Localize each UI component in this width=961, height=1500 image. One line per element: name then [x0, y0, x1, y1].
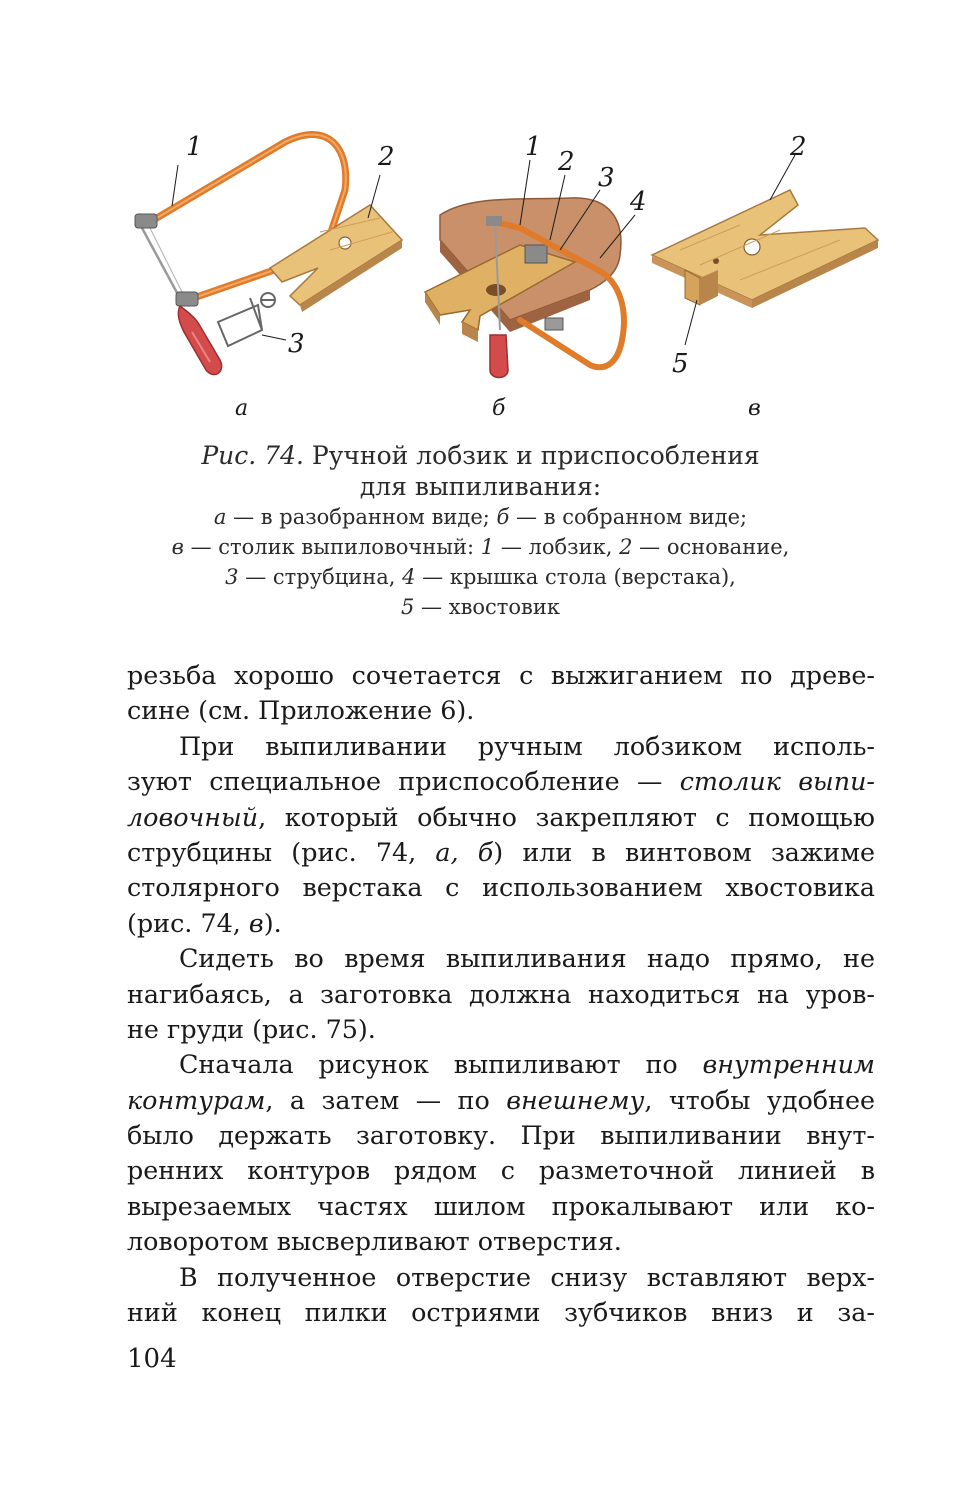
label-2b: 2 [558, 147, 575, 177]
label-3b: 3 [598, 163, 615, 193]
text-line [127, 764, 875, 799]
text-line: не груди (рис. 75). [127, 1013, 376, 1044]
caption-line-3 [0, 562, 961, 592]
text-line [127, 800, 875, 835]
body-text [127, 658, 875, 1330]
text-italic: а, б [435, 836, 494, 867]
caption-text-a: — в разобранном виде; [233, 505, 490, 529]
text-fragment: Сначала рисунок выпиливают по [179, 1049, 678, 1080]
text-line: было держать заготовку. При выпиливании внут- [127, 1120, 875, 1151]
text-italic: столик выпи- [679, 766, 876, 797]
caption-line-1 [0, 502, 961, 532]
text-line: ловоротом высверливают отверстия. [127, 1226, 622, 1257]
text-line [127, 835, 875, 870]
label-2v: 2 [790, 132, 807, 162]
text-line: ренних контуров рядом с разметочной линией в [127, 1155, 875, 1186]
caption-text-v: — столик выпиловочный: [190, 535, 475, 559]
text-line: ний конец пилки остриями зубчиков вниз и за- [127, 1297, 875, 1328]
text-fragment: ). [263, 907, 282, 938]
label-2a: 2 [378, 142, 395, 172]
caption-key-a: а [213, 505, 227, 529]
label-3a: 3 [288, 329, 305, 359]
panel-b [425, 132, 647, 378]
caption-key-b: б [496, 505, 510, 529]
caption-key-3: 3 [225, 565, 239, 589]
label-1b: 1 [525, 132, 542, 162]
text-fragment: струбцины (рис. 74, [127, 836, 417, 867]
figure-74 [0, 0, 961, 430]
caption-key-5: 5 [400, 595, 415, 619]
caption-text-2: — основание, [639, 535, 790, 559]
text-line: В полученное отверстие снизу вставляют верх- [179, 1261, 875, 1292]
text-line: сине (см. Приложение 6). [127, 695, 475, 726]
text-italic: внутренним [702, 1049, 875, 1080]
saw-blade [142, 228, 182, 302]
caption-title [0, 440, 961, 471]
text-line [127, 1083, 875, 1118]
clamp [218, 293, 275, 346]
panel-a [135, 132, 402, 375]
text-line: При выпиливании ручным лобзиком исполь- [179, 730, 875, 761]
caption-text-4: — крышка стола (верстака), [422, 565, 736, 589]
text-italic: контурам [127, 1084, 266, 1115]
text-fragment: , который обычно закрепляют с помощью [258, 801, 875, 832]
text-fragment: (рис. 74, [127, 907, 241, 938]
caption-text-b: — в собранном виде; [516, 505, 748, 529]
caption-text-5: — хвостовик [421, 595, 560, 619]
caption-title-line2: для выпиливания: [359, 472, 602, 501]
text-line: резьба хорошо сочетается с выжиганием по древе- [127, 660, 875, 690]
text-line [127, 1047, 875, 1082]
text-fragment: , чтобы удобнее [644, 1084, 875, 1115]
caption-key-2: 2 [619, 535, 633, 559]
caption-line-2 [0, 532, 961, 562]
text-line: Сидеть во время выпиливания надо прямо, не [179, 943, 875, 974]
label-1a: 1 [186, 132, 203, 162]
sublabel-b: б [492, 396, 506, 421]
caption-text-3: — струбцина, [245, 565, 396, 589]
text-fragment: ) или в винтовом зажиме [493, 836, 876, 867]
label-5v: 5 [672, 349, 689, 379]
panel-v [652, 132, 878, 379]
label-4b: 4 [630, 187, 647, 217]
caption-fig-ref: Рис. 74. [201, 441, 304, 470]
text-line: вырезаемых частях шилом прокалывают или ко- [127, 1190, 875, 1221]
sublabel-v: в [748, 396, 761, 421]
caption-key-v: в [171, 535, 184, 559]
figure-caption [0, 440, 961, 622]
text-fragment: , а затем — по [265, 1084, 490, 1115]
text-line: нагибаясь, а заготовка должна находиться на уров- [127, 978, 875, 1009]
caption-line-4 [0, 592, 961, 622]
caption-text-1: — лобзик, [500, 535, 613, 559]
text-line: столярного верстака с использованием хвостовика [127, 872, 875, 903]
text-italic: внешнему [506, 1084, 645, 1115]
caption-title-text: Ручной лобзик и приспособления [311, 441, 760, 470]
caption-key-4: 4 [402, 565, 416, 589]
caption-key-1: 1 [480, 535, 495, 559]
fretsaw-handle [178, 306, 221, 375]
text-fragment: зуют специальное приспособление — [127, 766, 663, 797]
sublabel-a: а [235, 396, 249, 421]
page-number: 104 [127, 1344, 177, 1374]
text-italic: ловочный [127, 801, 259, 832]
text-italic: в [248, 907, 264, 938]
text-line [127, 906, 875, 941]
